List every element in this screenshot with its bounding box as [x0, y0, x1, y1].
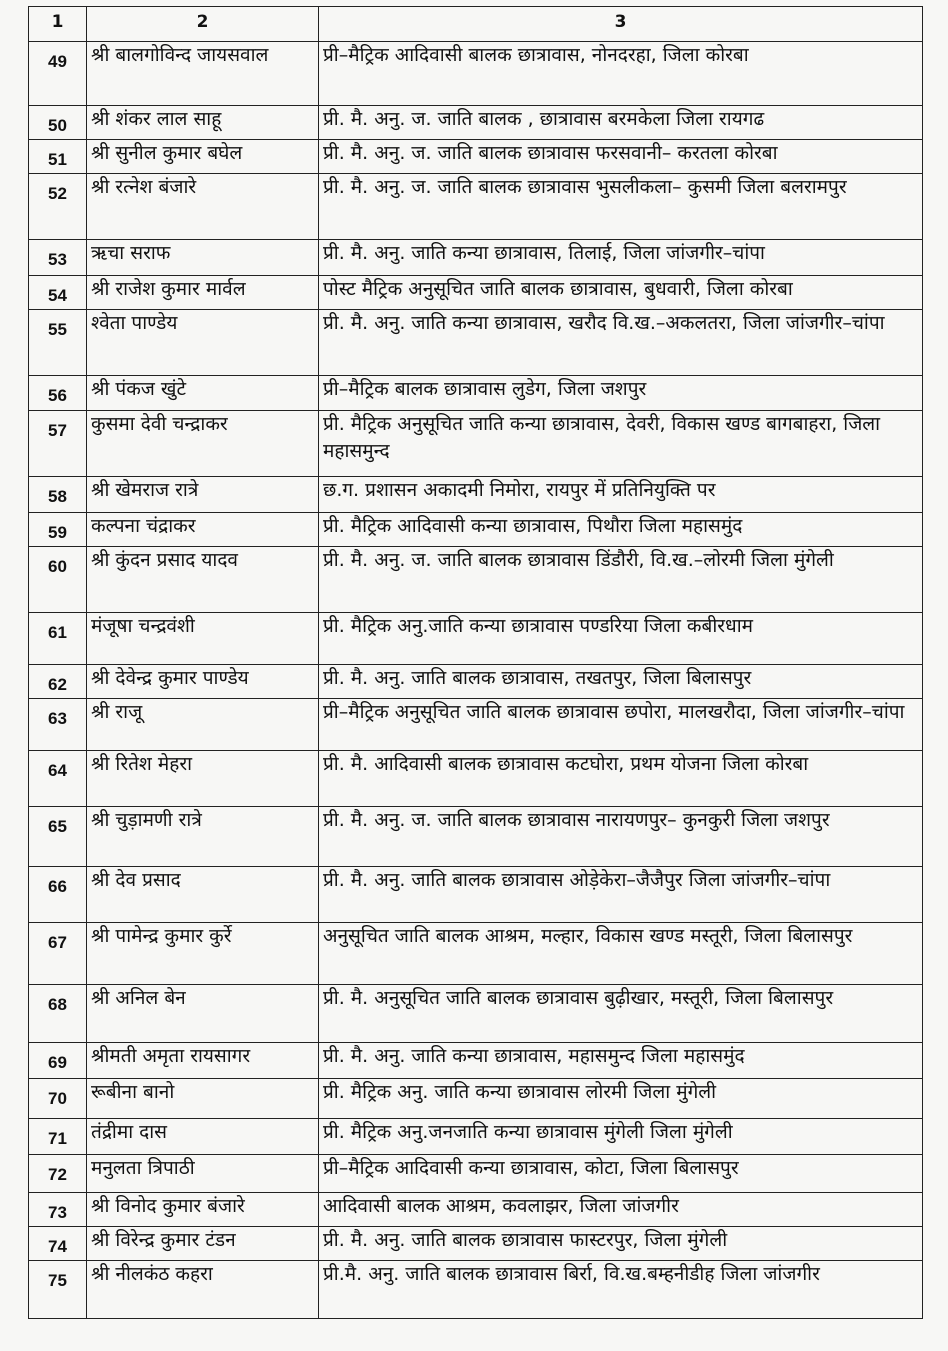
posting-location: छ.ग. प्रशासन अकादमी निमोरा, रायपुर में प्रतिनियुक्ति पर [319, 477, 923, 513]
serial-number: 49 [29, 42, 87, 106]
posting-location: अनुसूचित जाति बालक आश्रम, मल्हार, विकास खण्ड मस्तूरी, जिला बिलासपुर [319, 923, 923, 985]
serial-number: 58 [29, 477, 87, 513]
serial-number: 51 [29, 140, 87, 174]
posting-location: प्री. मै. अनु. ज. जाति बालक छात्रावास डिंडौरी, वि.ख.–लोरमी जिला मुंगेली [319, 547, 923, 613]
table-row [29, 985, 923, 1043]
employee-name: श्री पंकज खुंटे [87, 376, 319, 411]
posting-location: प्री. मै. अनु. ज. जाति बालक , छात्रावास बरमकेला जिला रायगढ [319, 106, 923, 140]
employee-name: मंजूषा चन्द्रवंशी [87, 613, 319, 665]
posting-location: प्री. मैट्रिक अनु.जाति कन्या छात्रावास पण्डरिया जिला कबीरधाम [319, 613, 923, 665]
employee-name: ऋचा सराफ [87, 240, 319, 276]
posting-location: प्री. मै. अनु. जाति बालक छात्रावास, तखतपुर, जिला बिलासपुर [319, 665, 923, 699]
employee-name: श्री कुंदन प्रसाद यादव [87, 547, 319, 613]
column-header-2: 2 [87, 7, 319, 42]
table-row [29, 42, 923, 106]
employee-name: श्री नीलकंठ कहरा [87, 1261, 319, 1319]
posting-location: प्री. मै. अनु. जाति बालक छात्रावास फास्टरपुर, जिला मुंगेली [319, 1227, 923, 1261]
serial-number: 61 [29, 613, 87, 665]
table-row [29, 106, 923, 140]
table-row [29, 376, 923, 411]
table-row [29, 807, 923, 867]
table-row [29, 699, 923, 751]
posting-location: प्री. मै. अनु. ज. जाति बालक छात्रावास फरसवानी– करतला कोरबा [319, 140, 923, 174]
employee-name: तंद्रीमा दास [87, 1119, 319, 1155]
table-row [29, 923, 923, 985]
serial-number: 59 [29, 513, 87, 547]
posting-location: प्री. मैट्रिक अनु.जनजाति कन्या छात्रावास मुंगेली जिला मुंगेली [319, 1119, 923, 1155]
posting-location: प्री–मैट्रिक आदिवासी कन्या छात्रावास, कोटा, जिला बिलासपुर [319, 1155, 923, 1193]
serial-number: 71 [29, 1119, 87, 1155]
posting-list-page [28, 6, 922, 1319]
posting-location: प्री. मै. अनु. ज. जाति बालक छात्रावास नारायणपुर– कुनकुरी जिला जशपुर [319, 807, 923, 867]
serial-number: 65 [29, 807, 87, 867]
employee-name: श्री पामेन्द्र कुमार कुर्रे [87, 923, 319, 985]
serial-number: 50 [29, 106, 87, 140]
table-row [29, 1119, 923, 1155]
employee-name: कल्पना चंद्राकर [87, 513, 319, 547]
table-row [29, 1193, 923, 1227]
employee-name: कुसमा देवी चन्द्राकर [87, 411, 319, 477]
posting-location: आदिवासी बालक आश्रम, कवलाझर, जिला जांजगीर [319, 1193, 923, 1227]
employee-name: श्री राजू [87, 699, 319, 751]
posting-location: प्री. मै. आदिवासी बालक छात्रावास कटघोरा, प्रथम योजना जिला कोरबा [319, 751, 923, 807]
serial-number: 55 [29, 310, 87, 376]
posting-location: प्री. मैट्रिक अनुसूचित जाति कन्या छात्रावास, देवरी, विकास खण्ड बागबाहरा, जिला महासमुन्द [319, 411, 923, 477]
serial-number: 56 [29, 376, 87, 411]
column-header-1: 1 [29, 7, 87, 42]
serial-number: 69 [29, 1043, 87, 1079]
table-row [29, 1043, 923, 1079]
employee-name: श्वेता पाण्डेय [87, 310, 319, 376]
posting-location: प्री. मै. अनु. जाति कन्या छात्रावास, तिलाई, जिला जांजगीर–चांपा [319, 240, 923, 276]
serial-number: 64 [29, 751, 87, 807]
employee-name: मनुलता त्रिपाठी [87, 1155, 319, 1193]
employee-name: श्रीमती अमृता रायसागर [87, 1043, 319, 1079]
posting-location: प्री. मै. अनुसूचित जाति बालक छात्रावास बुढ़ीखार, मस्तूरी, जिला बिलासपुर [319, 985, 923, 1043]
employee-name: श्री सुनील कुमार बघेल [87, 140, 319, 174]
table-row [29, 1155, 923, 1193]
posting-location: प्री. मै. अनु. जाति कन्या छात्रावास, खरौद वि.ख.–अकलतरा, जिला जांजगीर–चांपा [319, 310, 923, 376]
table-row [29, 547, 923, 613]
table-row [29, 613, 923, 665]
table-row [29, 1227, 923, 1261]
table-row [29, 751, 923, 807]
table-row [29, 411, 923, 477]
employee-name: रूबीना बानो [87, 1079, 319, 1119]
employee-name: श्री शंकर लाल साहू [87, 106, 319, 140]
serial-number: 66 [29, 867, 87, 923]
header-row [29, 7, 923, 42]
employee-name: श्री बालगोविन्द जायसवाल [87, 42, 319, 106]
employee-name: श्री राजेश कुमार मार्वल [87, 276, 319, 310]
table-row [29, 276, 923, 310]
posting-location: प्री. मै. अनु. ज. जाति बालक छात्रावास भुसलीकला– कुसमी जिला बलरामपुर [319, 174, 923, 240]
employee-name: श्री खेमराज रात्रे [87, 477, 319, 513]
serial-number: 67 [29, 923, 87, 985]
employee-name: श्री चुड़ामणी रात्रे [87, 807, 319, 867]
table-row [29, 240, 923, 276]
serial-number: 74 [29, 1227, 87, 1261]
serial-number: 68 [29, 985, 87, 1043]
posting-location: पोस्ट मैट्रिक अनुसूचित जाति बालक छात्रावास, बुधवारी, जिला कोरबा [319, 276, 923, 310]
table-row [29, 477, 923, 513]
posting-location: प्री–मैट्रिक अनुसूचित जाति बालक छात्रावास छपोरा, मालखरौदा, जिला जांजगीर–चांपा [319, 699, 923, 751]
serial-number: 53 [29, 240, 87, 276]
posting-location: प्री. मै. अनु. जाति बालक छात्रावास ओड़ेकेरा–जैजैपुर जिला जांजगीर–चांपा [319, 867, 923, 923]
table-row [29, 867, 923, 923]
posting-location: प्री.मै. अनु. जाति बालक छात्रावास बिर्रा, वि.ख.बम्हनीडीह जिला जांजगीर [319, 1261, 923, 1319]
table-body [29, 42, 923, 1319]
employee-name: श्री रत्नेश बंजारे [87, 174, 319, 240]
serial-number: 70 [29, 1079, 87, 1119]
employee-name: श्री रितेश मेहरा [87, 751, 319, 807]
posting-location: प्री. मैट्रिक अनु. जाति कन्या छात्रावास लोरमी जिला मुंगेली [319, 1079, 923, 1119]
serial-number: 75 [29, 1261, 87, 1319]
serial-number: 57 [29, 411, 87, 477]
serial-number: 72 [29, 1155, 87, 1193]
table-row [29, 1079, 923, 1119]
employee-name: श्री देव प्रसाद [87, 867, 319, 923]
serial-number: 73 [29, 1193, 87, 1227]
serial-number: 54 [29, 276, 87, 310]
posting-table [28, 6, 923, 1319]
column-header-3: 3 [319, 7, 923, 42]
table-row [29, 174, 923, 240]
posting-location: प्री–मैट्रिक आदिवासी बालक छात्रावास, नोनदरहा, जिला कोरबा [319, 42, 923, 106]
employee-name: श्री देवेन्द्र कुमार पाण्डेय [87, 665, 319, 699]
table-row [29, 140, 923, 174]
serial-number: 52 [29, 174, 87, 240]
serial-number: 63 [29, 699, 87, 751]
table-row [29, 1261, 923, 1319]
employee-name: श्री विनोद कुमार बंजारे [87, 1193, 319, 1227]
employee-name: श्री विरेन्द्र कुमार टंडन [87, 1227, 319, 1261]
serial-number: 62 [29, 665, 87, 699]
posting-location: प्री–मैट्रिक बालक छात्रावास लुडेग, जिला जशपुर [319, 376, 923, 411]
posting-location: प्री. मै. अनु. जाति कन्या छात्रावास, महासमुन्द जिला महासमुंद [319, 1043, 923, 1079]
serial-number: 60 [29, 547, 87, 613]
employee-name: श्री अनिल बेन [87, 985, 319, 1043]
table-row [29, 665, 923, 699]
table-row [29, 310, 923, 376]
posting-location: प्री. मैट्रिक आदिवासी कन्या छात्रावास, पिथौरा जिला महासमुंद [319, 513, 923, 547]
table-row [29, 513, 923, 547]
